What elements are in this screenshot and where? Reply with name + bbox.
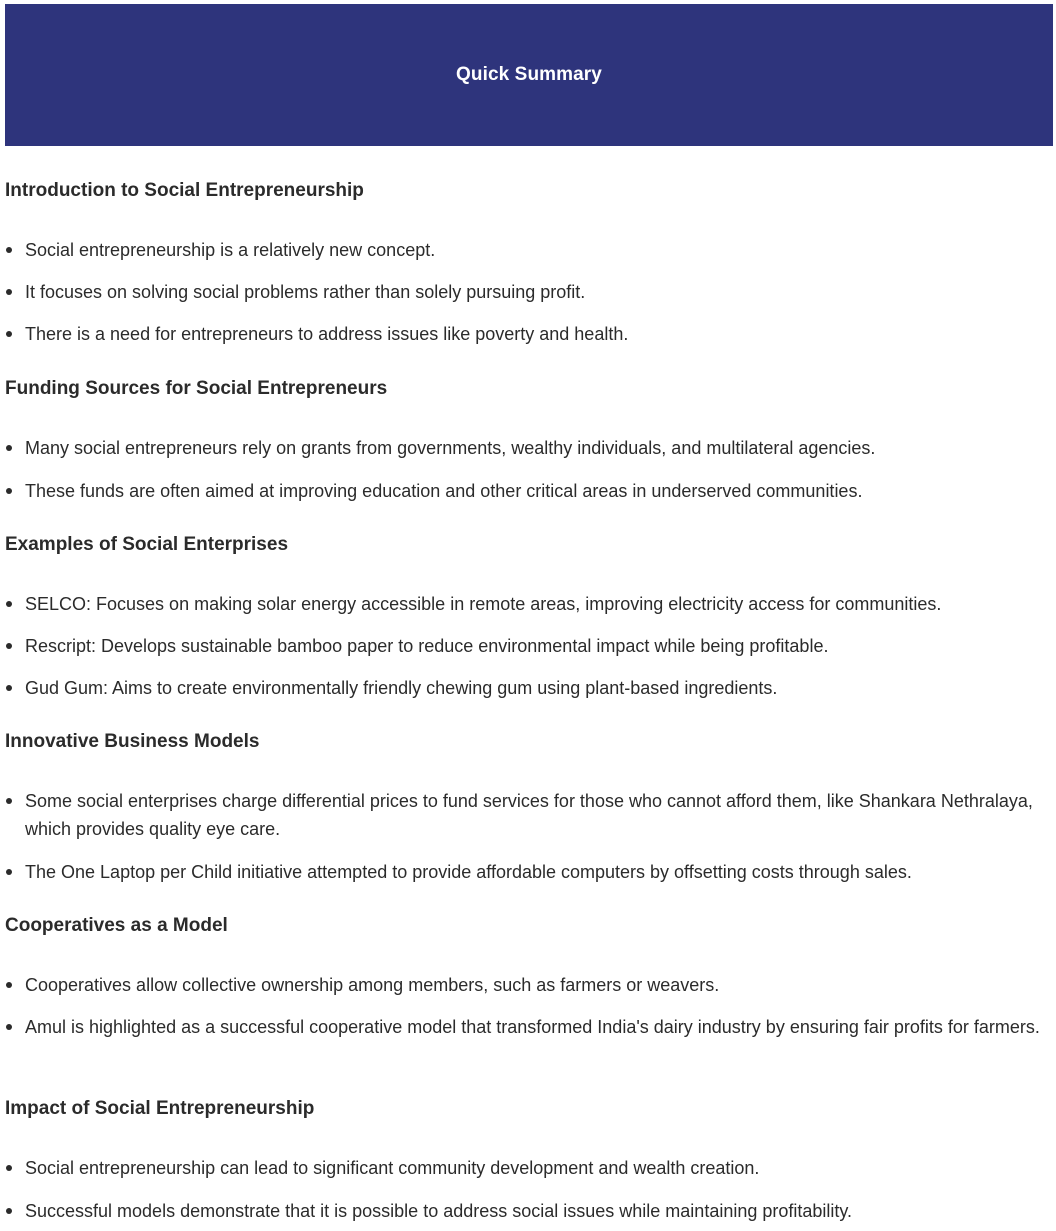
bullet-list xyxy=(5,590,1045,702)
list-item: There is a need for entrepreneurs to address issues like poverty and health. xyxy=(5,320,1045,348)
bullet-icon xyxy=(6,1165,12,1171)
section-heading: Impact of Social Entrepreneurship xyxy=(5,1098,315,1119)
bullet-icon xyxy=(6,982,12,988)
section-impact xyxy=(5,1096,1045,1225)
bullet-list xyxy=(5,434,1045,505)
bullet-icon xyxy=(6,869,12,875)
section-heading: Innovative Business Models xyxy=(5,731,260,752)
bullet-icon xyxy=(6,798,12,804)
section-heading: Cooperatives as a Model xyxy=(5,915,228,936)
bullet-icon xyxy=(6,601,12,607)
list-item: The One Laptop per Child initiative attempted to provide affordable computers by offsetting costs through sales. xyxy=(5,858,1045,886)
bullet-icon xyxy=(6,1208,12,1214)
bullet-icon xyxy=(6,1024,12,1030)
section-business-models xyxy=(5,729,1045,886)
list-item: Social entrepreneurship can lead to significant community development and wealth creation. xyxy=(5,1154,1045,1182)
bullet-icon xyxy=(6,289,12,295)
section-introduction xyxy=(5,178,1045,348)
bullet-list xyxy=(5,1154,1045,1225)
bullet-icon xyxy=(6,488,12,494)
summary-header xyxy=(5,4,1053,146)
bullet-icon xyxy=(6,247,12,253)
bullet-icon xyxy=(6,643,12,649)
section-heading: Introduction to Social Entrepreneurship xyxy=(5,180,364,201)
section-cooperatives xyxy=(5,913,1045,1041)
bullet-list xyxy=(5,236,1045,348)
section-heading: Funding Sources for Social Entrepreneurs xyxy=(5,378,388,399)
list-item: Rescript: Develops sustainable bamboo paper to reduce environmental impact while being profitable. xyxy=(5,632,1045,660)
bullet-list xyxy=(5,787,1045,886)
section-heading: Examples of Social Enterprises xyxy=(5,534,289,555)
list-item: Social entrepreneurship is a relatively new concept. xyxy=(5,236,1045,264)
list-item: Gud Gum: Aims to create environmentally friendly chewing gum using plant-based ingredients. xyxy=(5,674,1045,702)
section-examples xyxy=(5,532,1045,702)
list-item: Amul is highlighted as a successful cooperative model that transformed India's dairy industry by ensuring fair profits for farmers. xyxy=(5,1013,1045,1041)
bullet-icon xyxy=(6,331,12,337)
list-item: It focuses on solving social problems rather than solely pursuing profit. xyxy=(5,278,1045,306)
page-title: Quick Summary xyxy=(456,64,602,85)
list-item: These funds are often aimed at improving education and other critical areas in underserved communities. xyxy=(5,477,1045,505)
list-item: Some social enterprises charge differential prices to fund services for those who cannot afford them, like Shankara Nethralaya, which provides quality eye care. xyxy=(5,787,1045,843)
bullet-icon xyxy=(6,445,12,451)
bullet-icon xyxy=(6,685,12,691)
list-item: Cooperatives allow collective ownership among members, such as farmers or weavers. xyxy=(5,971,1045,999)
section-funding xyxy=(5,376,1045,505)
bullet-list xyxy=(5,971,1045,1041)
list-item: Many social entrepreneurs rely on grants from governments, wealthy individuals, and multilateral agencies. xyxy=(5,434,1045,462)
list-item: Successful models demonstrate that it is possible to address social issues while maintaining profitability. xyxy=(5,1197,1045,1225)
list-item: SELCO: Focuses on making solar energy accessible in remote areas, improving electricity access for communities. xyxy=(5,590,1045,618)
